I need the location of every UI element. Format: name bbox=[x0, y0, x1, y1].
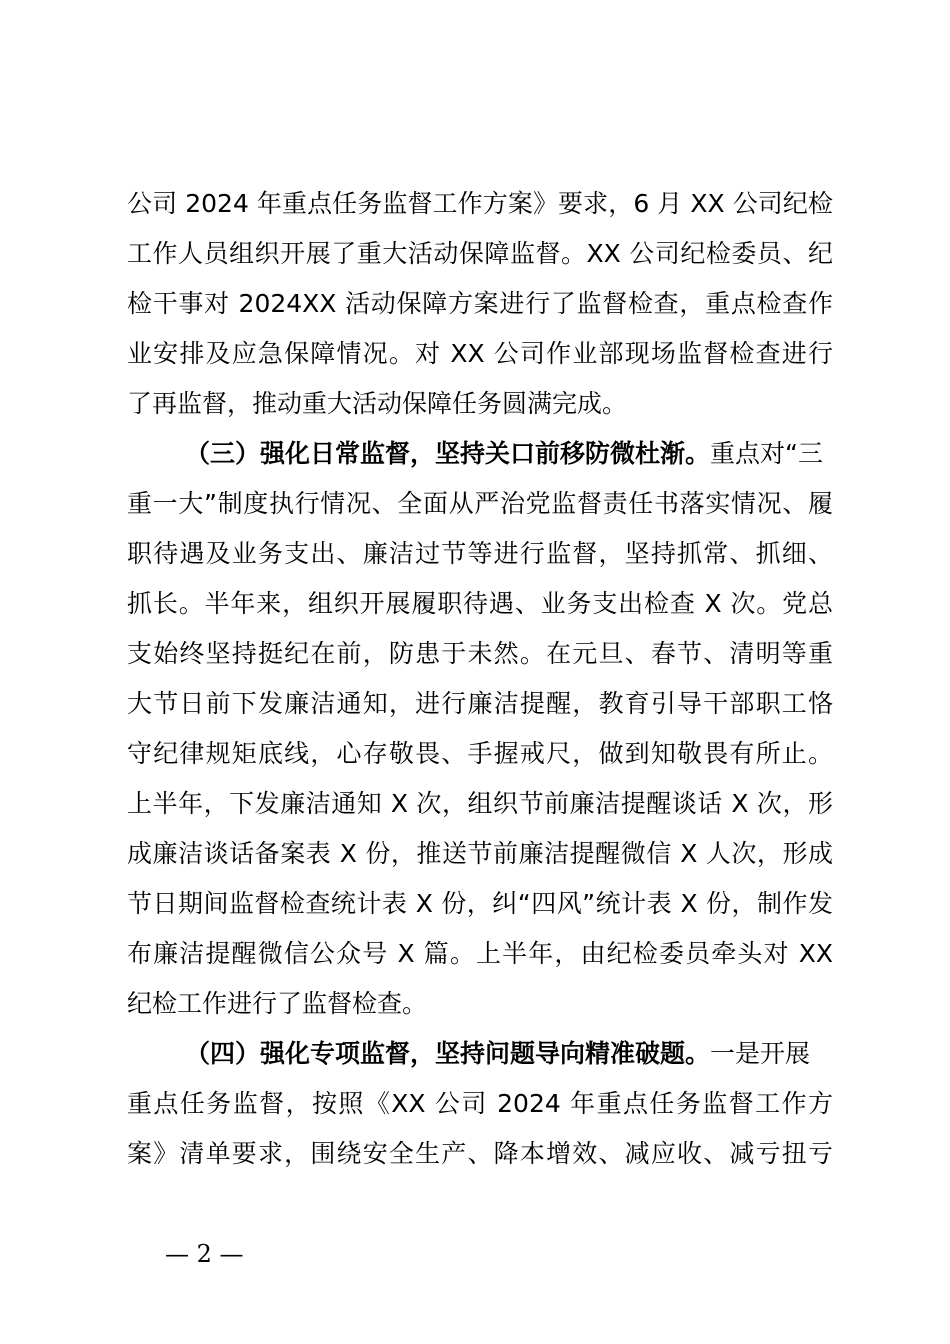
paragraph1-line-5: 了再监督，推动重大活动保障任务圆满完成。 bbox=[127, 389, 628, 418]
section4-first-line bbox=[127, 1032, 833, 1076]
section3-line-4: 支始终坚持挺纪在前，防患于未然。在元旦、春节、清明等重 bbox=[127, 639, 833, 668]
page-number: — 2 — bbox=[165, 1240, 244, 1268]
section3-line-11: 纪检工作进行了监督检查。 bbox=[127, 989, 428, 1018]
section3-line-6: 守纪律规矩底线，心存敬畏、手握戒尺，做到知敬畏有所止。 bbox=[127, 739, 833, 768]
section4-line-1: 重点任务监督，按照《XX 公司 2024 年重点任务监督工作方 bbox=[127, 1089, 833, 1118]
paragraph1-line-3: 检干事对 2024XX 活动保障方案进行了监督检查，重点检查作 bbox=[127, 289, 833, 318]
section3-line-9: 节日期间监督检查统计表 X 份，纠“四风”统计表 X 份，制作发 bbox=[127, 889, 833, 918]
section3-first-line-rest: 重点对“三 bbox=[710, 439, 823, 468]
paragraph1-line-4: 业安排及应急保障情况。对 XX 公司作业部现场监督检查进行 bbox=[127, 339, 833, 368]
section3-line-3: 抓长。半年来，组织开展履职待遇、业务支出检查 X 次。党总 bbox=[127, 589, 833, 618]
section4-line-2: 案》清单要求，围绕安全生产、降本增效、减应收、减亏扭亏 bbox=[127, 1139, 833, 1168]
section3-first-line bbox=[127, 432, 833, 476]
paragraph1-line-2: 工作人员组织开展了重大活动保障监督。XX 公司纪检委员、纪 bbox=[127, 239, 833, 268]
section3-heading: （三）强化日常监督，坚持关口前移防微杜渐。 bbox=[185, 439, 711, 468]
paragraph1-line-1: 公司 2024 年重点任务监督工作方案》要求，6 月 XX 公司纪检 bbox=[127, 189, 833, 218]
section3-line-10: 布廉洁提醒微信公众号 X 篇。上半年，由纪检委员牵头对 XX bbox=[127, 939, 833, 968]
section3-line-2: 职待遇及业务支出、廉洁过节等进行监督，坚持抓常、抓细、 bbox=[127, 539, 833, 568]
section3-line-7: 上半年，下发廉洁通知 X 次，组织节前廉洁提醒谈话 X 次，形 bbox=[127, 789, 833, 818]
section3-line-1: 重一大”制度执行情况、全面从严治党监督责任书落实情况、履 bbox=[127, 489, 833, 518]
section4-heading: （四）强化专项监督，坚持问题导向精准破题。 bbox=[185, 1039, 711, 1068]
section3-line-8: 成廉洁谈话备案表 X 份，推送节前廉洁提醒微信 X 人次，形成 bbox=[127, 839, 833, 868]
section3-line-5: 大节日前下发廉洁通知，进行廉洁提醒，教育引导干部职工恪 bbox=[127, 689, 833, 718]
section4-first-line-rest: 一是开展 bbox=[710, 1039, 811, 1068]
